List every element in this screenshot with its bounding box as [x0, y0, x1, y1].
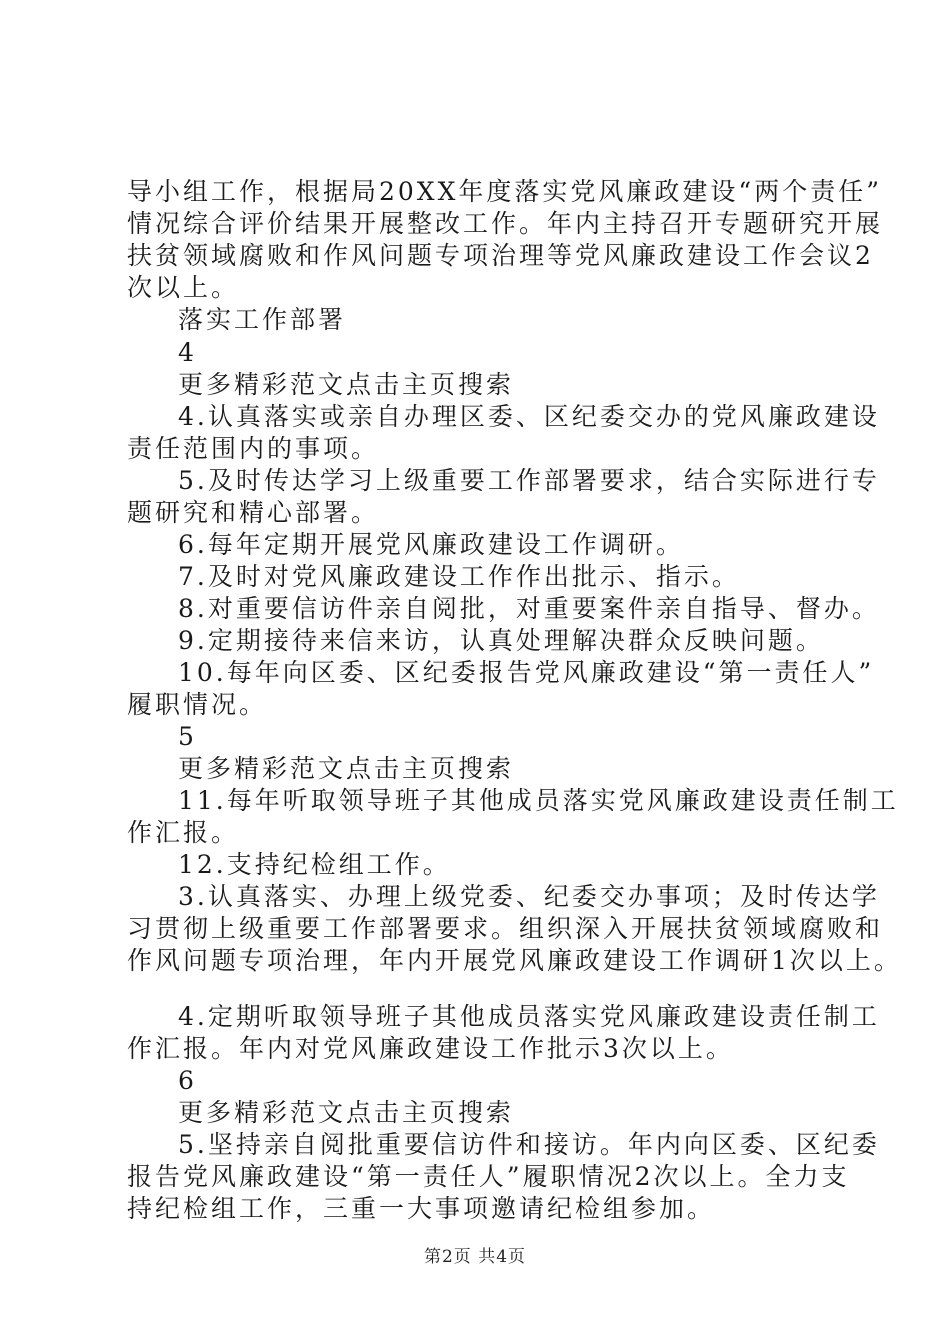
list-item: 12.支持纪检组工作。: [178, 850, 451, 879]
list-item-continuation: 题研究和精心部署。: [127, 498, 380, 527]
list-item-continuation: 作汇报。年内对党风廉政建设工作批示3次以上。: [127, 1034, 734, 1063]
page-number-marker: 5: [178, 722, 197, 751]
body-line: 导小组工作，根据局20XX年度落实党风廉政建设“两个责任”: [127, 177, 882, 206]
list-item: 10.每年向区委、区纪委报告党风廉政建设“第一责任人”: [178, 658, 875, 687]
body-line: 情况综合评价结果开展整改工作。年内主持召开专题研究开展: [127, 209, 884, 238]
list-item: 4.定期听取领导班子其他成员落实党风廉政建设责任制工: [178, 1002, 880, 1031]
list-item-continuation: 持纪检组工作，三重一大事项邀请纪检组参加。: [127, 1194, 716, 1223]
page-footer: 第2页 共4页: [423, 1247, 527, 1267]
list-item: 4.认真落实或亲自办理区委、区纪委交办的党风廉政建设: [178, 402, 880, 431]
promo-line: 更多精彩范文点击主页搜索: [178, 370, 515, 399]
page-number-marker: 4: [178, 338, 197, 367]
list-item: 8.对重要信访件亲自阅批，对重要案件亲自指导、督办。: [178, 594, 880, 623]
page-number-marker: 6: [178, 1066, 197, 1095]
list-item: 5.坚持亲自阅批重要信访件和接访。年内向区委、区纪委: [178, 1130, 880, 1159]
list-item-continuation: 作汇报。: [127, 818, 240, 847]
list-item: 11.每年听取领导班子其他成员落实党风廉政建设责任制工: [178, 786, 899, 815]
list-item: 3.认真落实、办理上级党委、纪委交办事项；及时传达学: [178, 882, 880, 911]
list-item: 7.及时对党风廉政建设工作作出批示、指示。: [178, 562, 740, 591]
list-item: 6.每年定期开展党风廉政建设工作调研。: [178, 530, 684, 559]
promo-line: 更多精彩范文点击主页搜索: [178, 1098, 515, 1127]
body-line: 扶贫领域腐败和作风问题专项治理等党风廉政建设工作会议2: [127, 241, 874, 270]
list-item-continuation: 报告党风廉政建设“第一责任人”履职情况2次以上。全力支: [127, 1162, 850, 1191]
promo-line: 更多精彩范文点击主页搜索: [178, 754, 515, 783]
body-line: 次以上。: [127, 273, 240, 302]
list-item-continuation: 作风问题专项治理，年内开展党风廉政建设工作调研1次以上。: [127, 946, 902, 975]
list-item-continuation: 履职情况。: [127, 690, 268, 719]
list-item-continuation: 习贯彻上级重要工作部署要求。组织深入开展扶贫领域腐败和: [127, 914, 884, 943]
section-heading: 落实工作部署: [178, 305, 347, 334]
list-item-continuation: 责任范围内的事项。: [127, 434, 380, 463]
list-item: 5.及时传达学习上级重要工作部署要求，结合实际进行专: [178, 466, 880, 495]
list-item: 9.定期接待来信来访，认真处理解决群众反映问题。: [178, 626, 824, 655]
